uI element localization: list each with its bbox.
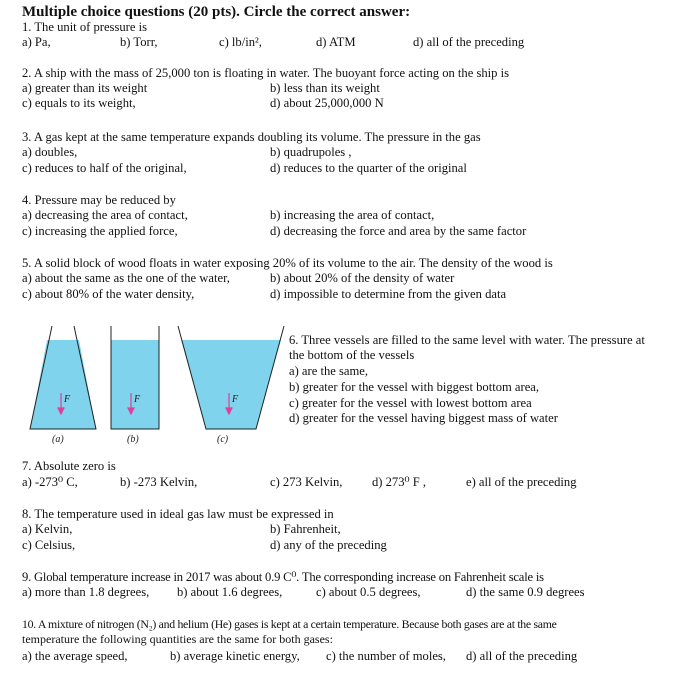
q10-option-b[interactable]: b) average kinetic energy, [170, 649, 300, 663]
question-6-stem: 6. Three vessels are filled to the same level with water. The pressure at [289, 333, 645, 347]
q9-option-b[interactable]: b) about 1.6 degrees, [177, 585, 283, 599]
q7-option-c[interactable]: c) 273 Kelvin, [270, 475, 343, 489]
q9-option-a[interactable]: a) more than 1.8 degrees, [22, 585, 150, 599]
q7-option-d[interactable]: d) 273⁰ F , [372, 475, 427, 489]
q5-option-a[interactable]: a) about the same as the one of the water, [22, 271, 230, 285]
question-6-stem-cont: the bottom of the vessels [289, 348, 415, 362]
q1-option-b[interactable]: b) Torr, [120, 35, 158, 49]
q10-option-d[interactable]: d) all of the preceding [466, 649, 578, 663]
q7-option-b[interactable]: b) -273 Kelvin, [120, 475, 198, 489]
question-10-stem: 10. A mixture of nitrogen (N₂) and helium (He) gases is kept at a certain temperature. Because both gases are at the same [22, 617, 557, 631]
force-label-b: F [134, 394, 141, 405]
vessel-c-water [181, 340, 281, 429]
q10-option-c[interactable]: c) the number of moles, [326, 649, 446, 663]
question-10-stem-cont: temperature the following quantities are the same for both gases: [22, 632, 333, 646]
q4-option-c[interactable]: c) increasing the applied force, [22, 224, 178, 238]
q1-option-d-all[interactable]: d) all of the preceding [413, 35, 525, 49]
q8-option-a[interactable]: a) Kelvin, [22, 522, 73, 536]
q4-option-b[interactable]: b) increasing the area of contact, [270, 208, 435, 222]
q4-option-d[interactable]: d) decreasing the force and area by the same factor [270, 224, 527, 238]
vessel-label-c: (c) [217, 434, 229, 445]
question-5-stem: 5. A solid block of wood floats in water exposing 20% of its volume to the air. The density of the wood is [22, 256, 553, 270]
q8-option-d[interactable]: d) any of the preceding [270, 538, 387, 552]
force-label-a: F [64, 394, 71, 405]
q6-option-b[interactable]: b) greater for the vessel with biggest bottom area, [289, 380, 540, 394]
q6-option-a[interactable]: a) are the same, [289, 364, 369, 378]
force-label-c: F [232, 394, 239, 405]
q9-option-c[interactable]: c) about 0.5 degrees, [316, 585, 421, 599]
question-9-stem: 9. Global temperature increase in 2017 was about 0.9 C⁰. The corresponding increase on Fahrenheit scale is [22, 570, 544, 584]
q6-option-d[interactable]: d) greater for the vessel having biggest mass of water [289, 411, 558, 425]
q8-option-c[interactable]: c) Celsius, [22, 538, 76, 552]
q3-option-d[interactable]: d) reduces to the quarter of the original [270, 161, 467, 175]
question-8-stem: 8. The temperature used in ideal gas law must be expressed in [22, 507, 334, 521]
q8-option-b[interactable]: b) Fahrenheit, [270, 522, 341, 536]
q5-option-d[interactable]: d) impossible to determine from the given data [270, 287, 507, 301]
question-1-stem: 1. The unit of pressure is [22, 20, 147, 34]
question-7-stem: 7. Absolute zero is [22, 459, 116, 473]
q1-option-d[interactable]: d) ATM [316, 35, 356, 49]
q1-option-c[interactable]: c) lb/in², [219, 35, 262, 49]
q5-option-c[interactable]: c) about 80% of the water density, [22, 287, 195, 301]
q7-option-e[interactable]: e) all of the preceding [466, 475, 577, 489]
question-4-stem: 4. Pressure may be reduced by [22, 193, 176, 207]
q5-option-b[interactable]: b) about 20% of the density of water [270, 271, 455, 285]
q3-option-c[interactable]: c) reduces to half of the original, [22, 161, 187, 175]
vessel-label-a: (a) [52, 434, 64, 445]
q2-option-b[interactable]: b) less than its weight [270, 81, 380, 95]
q3-option-a[interactable]: a) doubles, [22, 145, 78, 159]
vessel-b-water [111, 340, 159, 429]
q9-option-d[interactable]: d) the same 0.9 degrees [466, 585, 585, 599]
q4-option-a[interactable]: a) decreasing the area of contact, [22, 208, 188, 222]
q7-option-a[interactable]: a) -273⁰ C, [22, 475, 78, 489]
question-2-stem: 2. A ship with the mass of 25,000 ton is floating in water. The buoyant force acting on the ship is [22, 66, 510, 80]
q10-option-a[interactable]: a) the average speed, [22, 649, 128, 663]
q2-option-d[interactable]: d) about 25,000,000 N [270, 96, 384, 110]
q1-option-a[interactable]: a) Pa, [22, 35, 51, 49]
page-title: Multiple choice questions (20 pts). Circle the correct answer: [22, 4, 411, 20]
q2-option-a[interactable]: a) greater than its weight [22, 81, 148, 95]
q2-option-c[interactable]: c) equals to its weight, [22, 96, 136, 110]
q3-option-b[interactable]: b) quadrupoles , [270, 145, 352, 159]
vessel-label-b: (b) [127, 434, 139, 445]
q6-option-c[interactable]: c) greater for the vessel with lowest bottom area [289, 396, 532, 410]
question-3-stem: 3. A gas kept at the same temperature expands doubling its volume. The pressure in the gas [22, 130, 481, 144]
